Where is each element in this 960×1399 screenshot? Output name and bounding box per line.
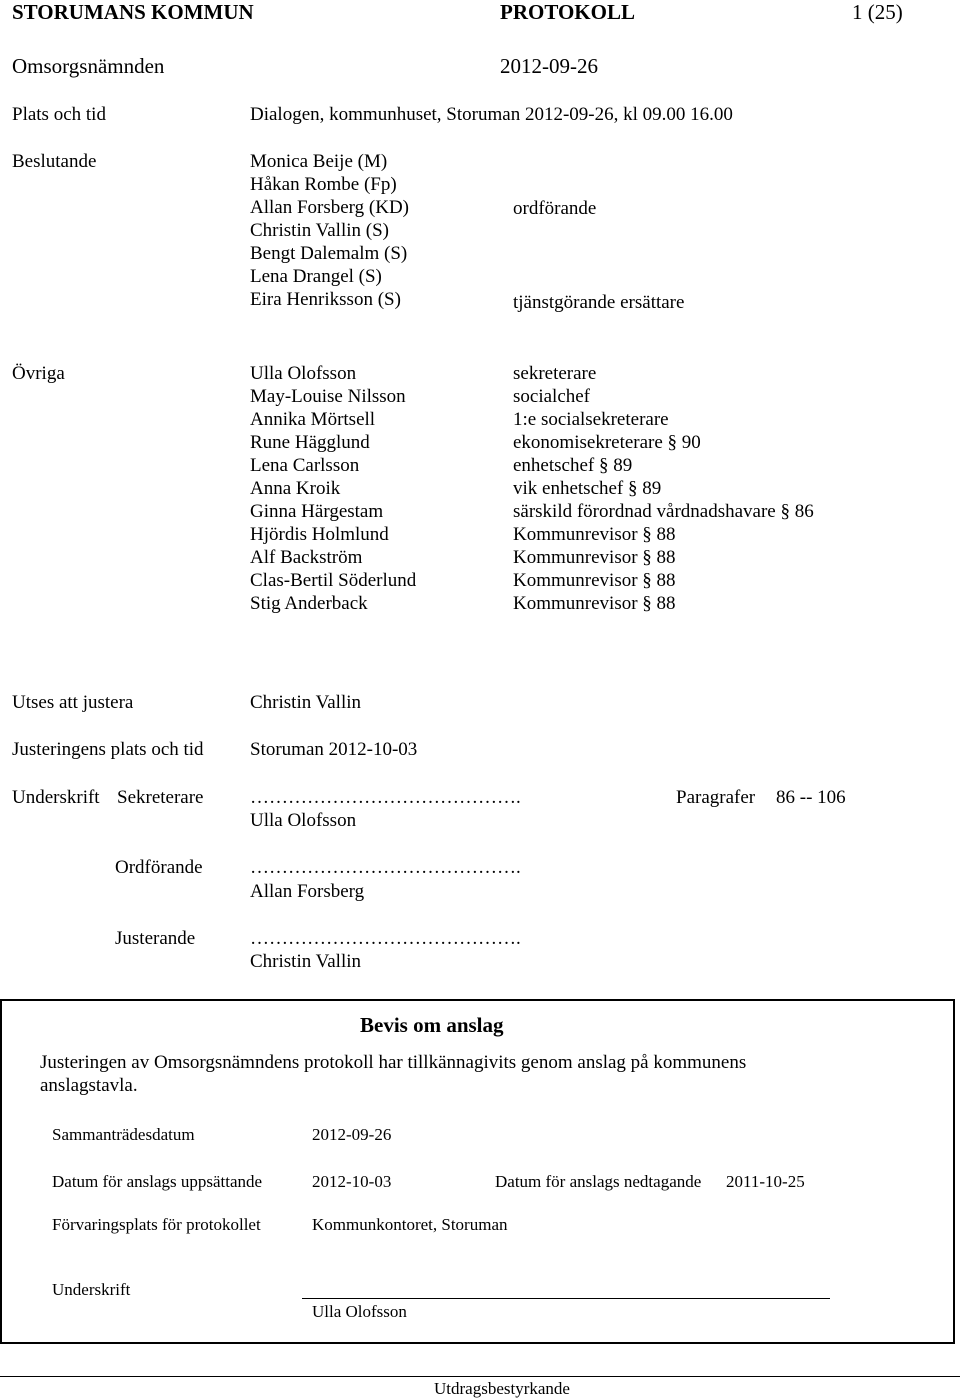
decider-member: Christin Vallin (S) — [250, 220, 389, 241]
decider-member: Monica Beije (M) — [250, 151, 388, 172]
chair-name: Allan Forsberg — [250, 881, 365, 902]
other-person-role: Kommunrevisor § 88 — [513, 524, 676, 545]
other-person-name: Ulla Olofsson — [250, 363, 357, 384]
chair-signature-role: Ordförande — [115, 857, 203, 878]
other-person-role: ekonomisekreterare § 90 — [513, 432, 701, 453]
decider-member: Bengt Dalemalm (S) — [250, 243, 408, 264]
adjuster-label: Utses att justera — [12, 692, 134, 713]
other-person-role: 1:e socialsekreterare — [513, 409, 669, 430]
other-person-role: särskild förordnad vårdnadshavare § 86 — [513, 501, 814, 522]
other-person-role: vik enhetschef § 89 — [513, 478, 662, 499]
other-person-name: Clas-Bertil Söderlund — [250, 570, 417, 591]
other-person-role: socialchef — [513, 386, 591, 407]
posted-date-label: Datum för anslags uppsättande — [52, 1172, 263, 1191]
removed-date-value: 2011-10-25 — [726, 1172, 805, 1191]
notice-text: Justeringen av Omsorgsnämndens protokoll har tillkännagivits genom anslag på kommunens anslagstavla. — [40, 1052, 747, 1096]
others-roles — [513, 362, 814, 615]
adjuster-value: Christin Vallin — [250, 692, 362, 713]
footer-divider — [0, 1376, 960, 1377]
secretary-role: Sekreterare — [117, 787, 204, 808]
other-person-role: Kommunrevisor § 88 — [513, 593, 676, 614]
secretary-signature-line: ……………………………………. — [250, 787, 521, 808]
other-person-name: May-Louise Nilsson — [250, 386, 406, 407]
org-name: STORUMANS KOMMUN — [12, 0, 254, 24]
deciders-label: Beslutande — [12, 151, 97, 172]
notice-signature-line — [302, 1298, 830, 1299]
other-person-role: enhetschef § 89 — [513, 455, 633, 476]
paragraphs-label: Paragrafer — [676, 787, 756, 808]
doc-type: PROTOKOLL — [500, 0, 635, 24]
storage-value: Kommunkontoret, Storuman — [312, 1215, 508, 1234]
notice-signature-name: Ulla Olofsson — [312, 1302, 407, 1321]
secretary-name: Ulla Olofsson — [250, 810, 357, 831]
meeting-date: 2012-09-26 — [500, 54, 598, 78]
adjuster-signature-line: ……………………………………. — [250, 928, 521, 949]
decider-member: Allan Forsberg (KD) — [250, 197, 410, 218]
other-person-role: Kommunrevisor § 88 — [513, 547, 676, 568]
other-person-name: Anna Kroik — [250, 478, 341, 499]
others-names — [250, 362, 416, 615]
other-person-name: Lena Carlsson — [250, 455, 360, 476]
meeting-date-value: 2012-09-26 — [312, 1125, 392, 1144]
decider-member: Lena Drangel (S) — [250, 266, 382, 287]
other-person-name: Rune Hägglund — [250, 432, 370, 453]
chair-signature-line: ……………………………………. — [250, 857, 521, 878]
signature-label: Underskrift — [12, 787, 100, 808]
place-time-value: Dialogen, kommunhuset, Storuman 2012-09-26, kl 09.00 16.00 — [250, 104, 733, 125]
notice-signature-label: Underskrift — [52, 1280, 131, 1299]
place-time-label: Plats och tid — [12, 104, 106, 125]
storage-label: Förvaringsplats för protokollet — [52, 1215, 261, 1234]
chair-role: ordförande — [513, 198, 597, 219]
adjuster-signature-name: Christin Vallin — [250, 951, 362, 972]
other-person-name: Stig Anderback — [250, 593, 368, 614]
meeting-date-label: Sammanträdesdatum — [52, 1125, 195, 1144]
footer-text: Utdragsbestyrkande — [434, 1379, 570, 1398]
adjustment-value: Storuman 2012-10-03 — [250, 739, 418, 760]
other-person-name: Hjördis Holmlund — [250, 524, 389, 545]
adjustment-label: Justeringens plats och tid — [12, 739, 204, 760]
removed-date-label: Datum för anslags nedtagande — [495, 1172, 702, 1191]
decider-member: Eira Henriksson (S) — [250, 289, 401, 310]
notice-title: Bevis om anslag — [360, 1013, 504, 1037]
page-number: 1 (25) — [852, 0, 903, 24]
paragraphs-value: 86 -- 106 — [776, 787, 846, 808]
others-label: Övriga — [12, 363, 65, 384]
adjuster-signature-role: Justerande — [115, 928, 196, 949]
substitute-role: tjänstgörande ersättare — [513, 292, 685, 313]
committee-name: Omsorgsnämnden — [12, 54, 165, 78]
decider-member: Håkan Rombe (Fp) — [250, 174, 397, 195]
posted-date-value: 2012-10-03 — [312, 1172, 392, 1191]
other-person-name: Alf Backström — [250, 547, 363, 568]
other-person-role: sekreterare — [513, 363, 597, 384]
other-person-name: Annika Mörtsell — [250, 409, 376, 430]
deciders-list — [250, 150, 409, 311]
other-person-name: Ginna Härgestam — [250, 501, 384, 522]
other-person-role: Kommunrevisor § 88 — [513, 570, 676, 591]
